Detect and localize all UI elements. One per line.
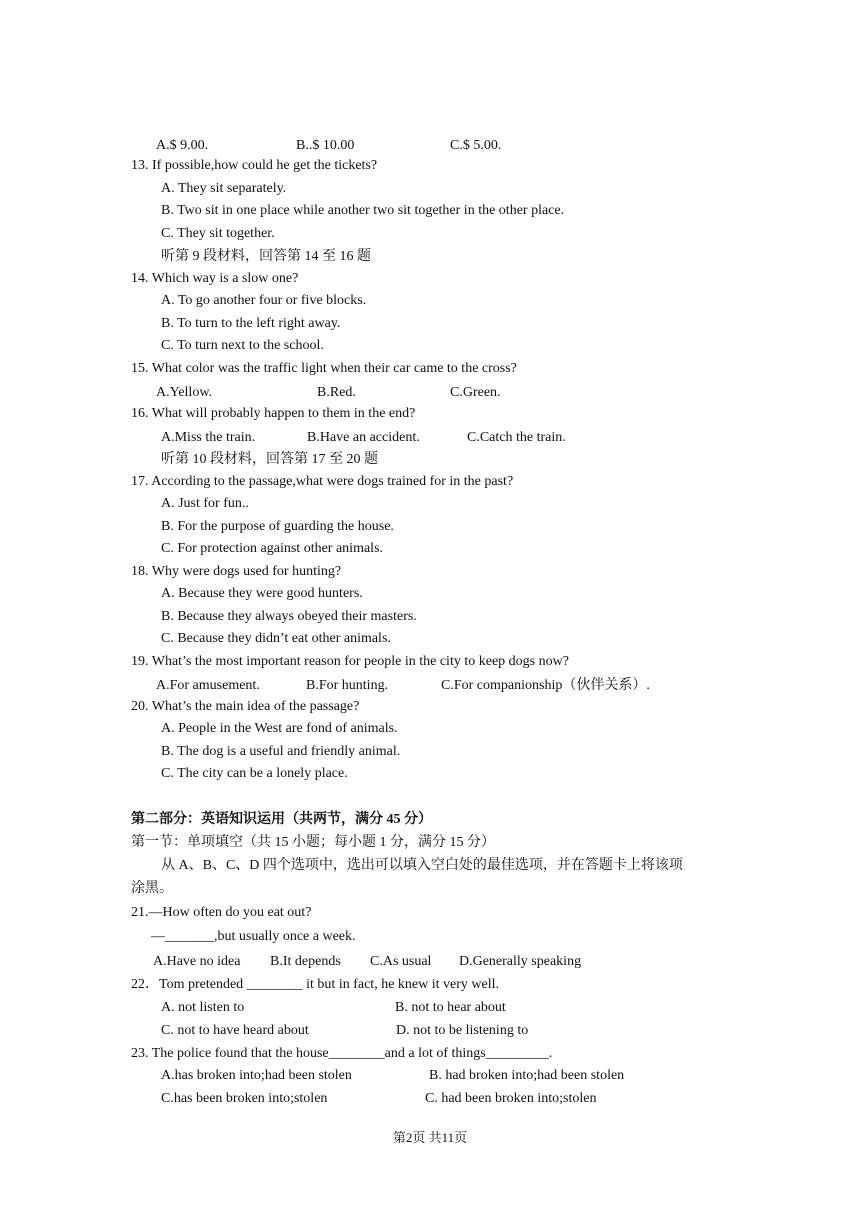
q21-reply: —_______,but usually once a week. (151, 929, 356, 944)
q16-option-c: C.Catch the train. (467, 430, 566, 445)
section-one-heading: 第一节：单项填空（共 15 小题；每小题 1 分，满分 15 分） (131, 835, 495, 850)
q21-option-d: D.Generally speaking (459, 954, 582, 969)
q17-option-a: A. Just for fun.. (161, 496, 249, 511)
q13-option-b: B. Two sit in one place while another two sit together in the other place. (161, 203, 565, 218)
q23-option-b: B. had broken into;had been stolen (429, 1068, 625, 1083)
question-17: 17. According to the passage,what were dogs trained for in the past? (131, 474, 514, 489)
question-16: 16. What will probably happen to them in the end? (131, 406, 416, 421)
question-23: 23. The police found that the house________and a lot of things_________. (131, 1046, 553, 1061)
q17-option-c: C. For protection against other animals. (161, 541, 384, 556)
instructions-line-2: 涂黑。 (131, 881, 173, 896)
question-19: 19. What’s the most important reason for people in the city to keep dogs now? (131, 654, 569, 669)
instructions-line-1: 从 A、B、C、D 四个选项中，选出可以填入空白处的最佳选项，并在答题卡上将该项 (161, 858, 683, 873)
q18-option-c: C. Because they didn’t eat other animals. (161, 631, 391, 646)
q23-option-d: C. had been broken into;stolen (425, 1091, 597, 1106)
q20-option-b: B. The dog is a useful and friendly animal. (161, 744, 401, 759)
section-note-10: 听第 10 段材料，回答第 17 至 20 题 (161, 452, 378, 467)
question-18: 18. Why were dogs used for hunting? (131, 564, 342, 579)
q23-option-a: A.has broken into;had been stolen (161, 1068, 352, 1083)
q19-option-c: C.For companionship（伙伴关系）. (441, 678, 650, 693)
q16-option-b: B.Have an accident. (307, 430, 420, 445)
question-20: 20. What’s the main idea of the passage? (131, 699, 360, 714)
q18-option-b: B. Because they always obeyed their masters. (161, 609, 417, 624)
question-22: 22．Tom pretended ________ it but in fact, he knew it very well. (131, 977, 499, 992)
q22-option-b: B. not to hear about (395, 1000, 506, 1015)
part-two-heading: 第二部分：英语知识运用（共两节，满分 45 分） (131, 812, 432, 827)
q16-option-a: A.Miss the train. (161, 430, 256, 445)
q19-option-a: A.For amusement. (156, 678, 260, 693)
q20-option-c: C. The city can be a lonely place. (161, 766, 348, 781)
q21-option-b: B.It depends (270, 954, 341, 969)
question-21: 21.—How often do you eat out? (131, 905, 312, 920)
q22-option-a: A. not listen to (161, 1000, 245, 1015)
question-13: 13. If possible,how could he get the tickets? (131, 158, 378, 173)
q12-option-b: B..$ 10.00 (296, 138, 355, 153)
q22-option-c: C. not to have heard about (161, 1023, 309, 1038)
q22-option-d: D. not to be listening to (396, 1023, 529, 1038)
page-footer: 第2页 共11页 (392, 1130, 468, 1145)
q12-option-c: C.$ 5.00. (450, 138, 502, 153)
q20-option-a: A. People in the West are fond of animals. (161, 721, 398, 736)
q13-option-c: C. They sit together. (161, 226, 275, 241)
q14-option-a: A. To go another four or five blocks. (161, 293, 367, 308)
q14-option-b: B. To turn to the left right away. (161, 316, 341, 331)
q19-option-b: B.For hunting. (306, 678, 389, 693)
q17-option-b: B. For the purpose of guarding the house. (161, 519, 394, 534)
q23-option-c: C.has been broken into;stolen (161, 1091, 328, 1106)
question-14: 14. Which way is a slow one? (131, 271, 299, 286)
q15-option-b: B.Red. (317, 385, 356, 400)
q13-option-a: A. They sit separately. (161, 181, 287, 196)
q15-option-a: A.Yellow. (156, 385, 213, 400)
q21-option-c: C.As usual (370, 954, 432, 969)
section-note-9: 听第 9 段材料，回答第 14 至 16 题 (161, 249, 371, 264)
q12-option-a: A.$ 9.00. (156, 138, 209, 153)
question-15: 15. What color was the traffic light when their car came to the cross? (131, 361, 517, 376)
q14-option-c: C. To turn next to the school. (161, 338, 324, 353)
q18-option-a: A. Because they were good hunters. (161, 586, 363, 601)
q21-option-a: A.Have no idea (153, 954, 241, 969)
q15-option-c: C.Green. (450, 385, 501, 400)
